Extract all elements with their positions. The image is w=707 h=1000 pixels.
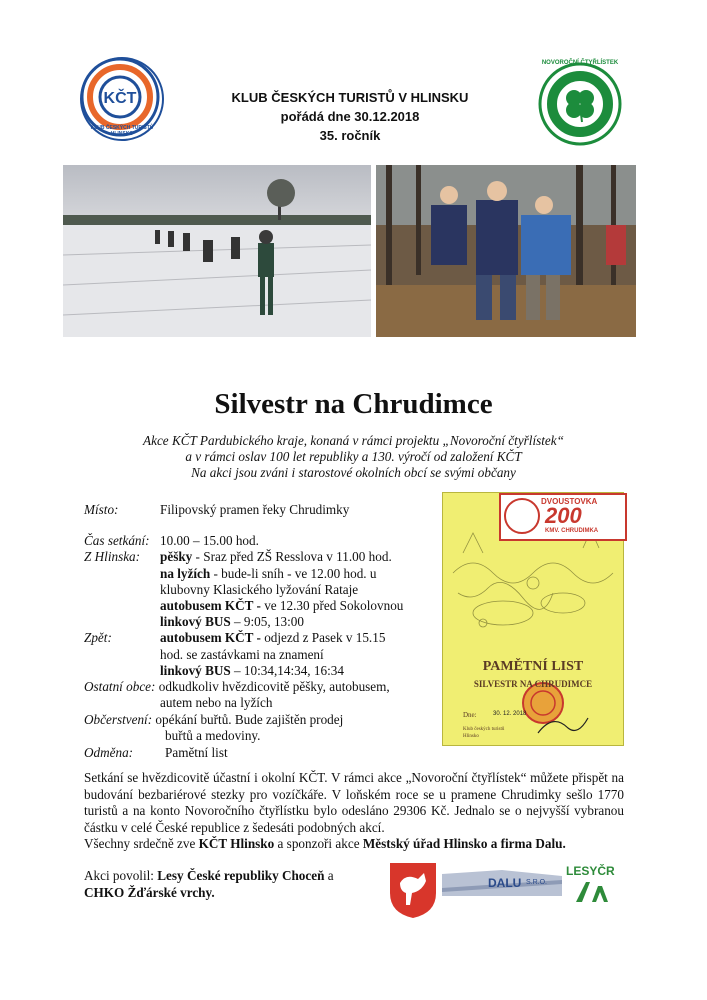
odmena-value: Pamětní list	[165, 745, 228, 760]
pesky-line: pěšky - Sraz před ZŠ Resslova v 11.00 hod.	[160, 549, 392, 564]
zpet-line-2: hod. se zastávkami na znamení	[160, 647, 324, 662]
intro-line-3: Na akci jsou zváni i starostové okolních obcí se svými občany	[191, 465, 516, 480]
kct-hlinsko-logo	[80, 57, 164, 141]
intro-line-1: Akce KČT Pardubického kraje, konaná v rámci projektu „Novoroční čtyřlístek“	[143, 433, 564, 448]
linkovy-line: linkový BUS – 9:05, 13:00	[160, 614, 304, 629]
event-description	[84, 770, 624, 853]
card-title: PAMĚTNÍ LIST	[482, 659, 584, 674]
lyze-line: na lyžích - bude-li sníh - ve 12.00 hod. u	[160, 566, 377, 581]
lesy-cr-name: LESYČR	[566, 864, 615, 878]
photo-winter-hikers	[63, 165, 371, 337]
stamp-top-text: DVOUSTOVKA	[541, 497, 598, 506]
dvoustovka-stamp	[499, 493, 627, 541]
ostatni-line: Ostatní obce: odkudkoliv hvězdicovitě pěšky, autobusem,	[84, 679, 390, 694]
header-edition: 35. ročník	[319, 128, 381, 143]
card-subtitle: SILVESTR NA CHRUDIMCE	[473, 679, 593, 689]
header-date: pořádá dne 30.12.2018	[280, 109, 420, 124]
header-organizer: KLUB ČESKÝCH TURISTŮ V HLINSKU	[231, 90, 469, 105]
chko-line: CHKO Žďárské vrchy.	[84, 885, 215, 900]
dalu-logo	[442, 870, 562, 900]
zpet-line: autobusem KČT - odjezd z Pasek v 15.15	[160, 630, 386, 645]
card-date-label: Dne:	[463, 711, 477, 719]
lyze-line-2: klubovny Klasického lyžování Rataje	[160, 582, 359, 597]
zpet-linkovy-line: linkový BUS – 10:34,14:34, 16:34	[160, 663, 344, 678]
ctyrlistek-logo-text: NOVOROČNÍ ČTYŘLÍSTEK	[541, 60, 619, 66]
event-title: Silvestr na Chrudimce	[214, 388, 493, 420]
kct-logo-text: KLUB ČESKÝCH TURISTŮ HLINSKO	[90, 125, 154, 137]
dalu-name: DALU	[488, 876, 522, 890]
odmena-label: Odměna:	[84, 745, 134, 760]
pametni-list-image	[442, 492, 624, 746]
cas-value: 10.00 – 15.00 hod.	[160, 533, 259, 548]
card-date-value: 30. 12. 2018	[493, 711, 527, 717]
svg-text:KČT: KČT	[103, 90, 137, 107]
stamp-number: 200	[545, 503, 582, 528]
dalu-suffix: S.R.O.	[526, 879, 548, 886]
invitation-line: Všechny srdečně zve KČT Hlinsko a sponzoři akce Městský úřad Hlinsko a firma Dalu.	[84, 836, 566, 851]
misto-value: Filipovský pramen řeky Chrudimky	[160, 502, 350, 517]
event-header	[200, 88, 500, 145]
photo-group-forest	[376, 165, 636, 337]
permission-line: Akci povolil: Lesy České republiky Choceň a	[84, 868, 334, 883]
cas-label: Čas setkání:	[84, 533, 150, 548]
stamp-bottom-text: KMV. CHRUDIMKA	[545, 528, 599, 534]
misto-label: Místo:	[84, 502, 119, 517]
stamp-kct-logo	[504, 498, 540, 534]
intro-line-2: a v rámci oslav 100 let republiky a 130. výročí od založení KČT	[185, 449, 522, 464]
z-hlinska-label: Z Hlinska:	[84, 549, 141, 564]
event-intro	[100, 433, 607, 481]
zpet-label: Zpět:	[84, 630, 112, 645]
lesy-cr-logo	[562, 864, 622, 904]
card-club-line-2: Hlinsko	[463, 734, 479, 739]
obcerstveni-line-2: buřtů a medoviny.	[165, 728, 261, 743]
ostatni-line-2: autem nebo na lyžích	[160, 695, 273, 710]
bus-line: autobusem KČT - ve 12.30 před Sokolovnou	[160, 598, 404, 613]
card-club-line-1: Klub českých turistů	[463, 727, 505, 732]
novorocni-ctyrlistek-logo	[538, 62, 622, 146]
hlinsko-coat-of-arms	[388, 861, 438, 919]
obcerstveni-line: Občerstvení: opékání buřtů. Bude zajištěn prodej	[84, 712, 344, 727]
description-paragraph: Setkání se hvězdicovitě účastní i okolní KČT. V rámci akce „Novoroční čtyřlístek“ můžete přispět na budování bezbariérové stezky pro vozíčkáře. V loňském roce se u pramene Chrudimky sešlo 1770 turistů a na konto Novoročního čtyřlístku bylo odesláno 29306 Kč. Jednalo se o nejvyšší vybranou částku v celé České republice z šedesáti podobných akcí.	[84, 770, 624, 835]
